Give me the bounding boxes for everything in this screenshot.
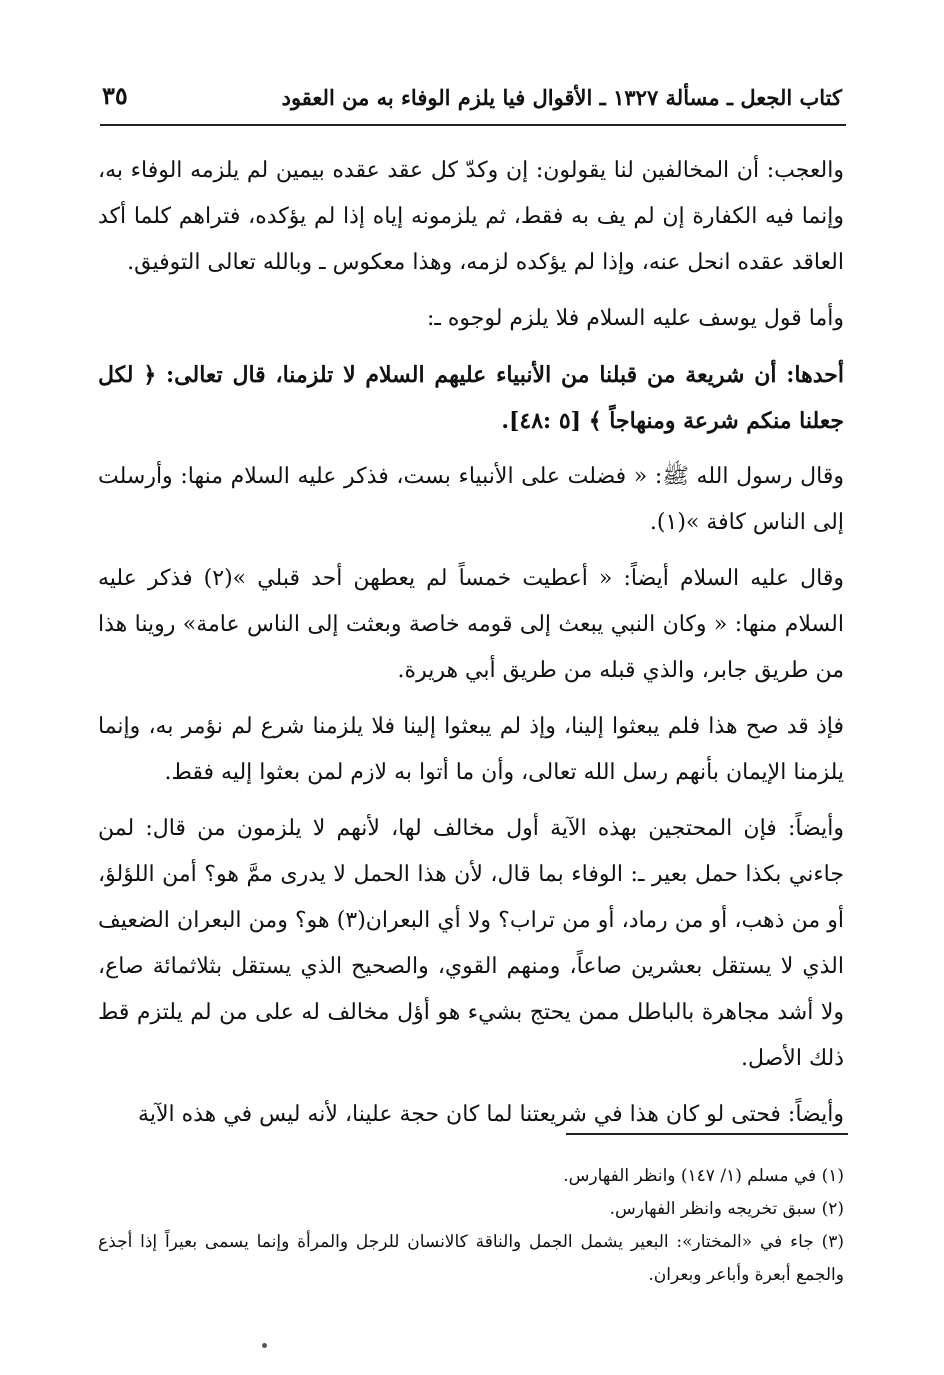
footnote-2: (٢) سبق تخريجه وانظر الفهارس.	[609, 1199, 844, 1219]
paragraph-1: والعجب: أن المخالفين لنا يقولون: إن وكدّ كل عقد عقده بيمين لم يلزمه الوفاء به، وإنما فيه الكفارة إن لم يف به فقط، ثم يلزمونه إياه إذا لم يؤكده، فتراهم كلما أكد العاقد عقده انحل عنه، وإذا لم يؤكده لزمه، وهذا معكوس ـ وبالله تعالى التوفيق.	[98, 158, 844, 275]
paragraph-7: وأيضاً: فإن المحتجين بهذه الآية أول مخالف لها، لأنهم لا يلزمون من قال: لمن جاءني بكذا حمل بعير ـ: الوفاء بما قال، لأن هذا الحمل لا يدرى ممَّ هو؟ أمن اللؤلؤ، أو من ذهب، أو من رماد، أو من تراب؟ ولا أي البعران(٣) هو؟ ومن البعران الضعيف الذي لا يستقل بعشرين صاعاً، ومنهم القوي، والصحيح الذي يستقل بثلاثمائة صاع، ولا أشد مجاهرة بالباطل ممن يحتج بشيء هو أؤل مخالف له على من لم يلتزم قط ذلك الأصل.	[98, 816, 844, 1071]
paragraph-8: وأيضاً: فحتى لو كان هذا في شريعتنا لما كان حجة علينا، لأنه ليس في هذه الآية	[138, 1102, 844, 1127]
paragraph-4: وقال رسول الله ﷺ: « فضلت على الأنبياء بست، فذكر عليه السلام منها: وأرسلت إلى الناس كافة »(١).	[98, 464, 844, 535]
page-number: ٣٥	[102, 81, 128, 110]
paragraph-2: وأما قول يوسف عليه السلام فلا يلزم لوجوه ـ:	[427, 306, 844, 331]
footnote-3: (٣) جاء في «المختار»: البعير يشمل الجمل والناقة كالانسان للرجل والمرأة وإنما يسمى بعيراً إذا أجذع والجمع أبعرة وأباعر وبعران.	[98, 1232, 844, 1285]
page-header	[102, 70, 842, 110]
header-rule	[100, 124, 846, 126]
print-speck	[262, 1343, 267, 1348]
main-text	[98, 148, 844, 1148]
paragraph-5: وقال عليه السلام أيضاً: « أعطيت خمساً لم يعطهن أحد قبلي »(٢) فذكر عليه السلام منها: « وكان النبي يبعث إلى قومه خاصة وبعثت إلى الناس عامة» روينا هذا من طريق جابر، والذي قبله من طريق أبي هريرة.	[98, 566, 844, 683]
footnotes	[98, 1160, 844, 1292]
paragraph-3: أحدها: أن شريعة من قبلنا من الأنبياء عليهم السلام لا تلزمنا، قال تعالى: ﴿ لكل جعلنا منكم شرعة ومنهاجاً ﴾ [٥ :٤٨].	[98, 362, 844, 434]
paragraph-6: فإذ قد صح هذا فلم يبعثوا إلينا، وإذ لم يبعثوا إلينا فلا يلزمنا شرع لم نؤمر به، وإنما يلزمنا الإيمان بأنهم رسل الله تعالى، وأن ما أتوا به لازم لمن بعثوا إليه فقط.	[98, 714, 845, 785]
footnote-rule	[566, 1133, 848, 1135]
footnote-1: (١) في مسلم (١/ ١٤٧) وانظر الفهارس.	[563, 1166, 844, 1186]
running-title: كتاب الجعل ـ مسألة ١٣٢٧ ـ الأقوال فيا يلزم الوفاء به من العقود	[281, 85, 842, 110]
